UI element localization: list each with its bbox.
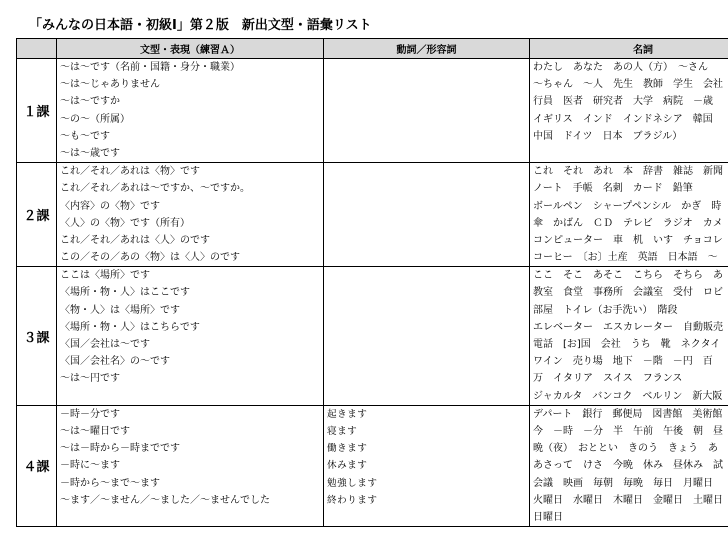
verb-item: 終わります	[327, 494, 378, 506]
noun-line: 電話 [お]国 会社 うち 靴 ネクタイ	[533, 339, 721, 350]
grammar-item: これ／それ／あれは〈人〉のです	[60, 234, 210, 246]
grammar-item: これ／それ／あれは～ですか、～ですか。	[60, 183, 250, 195]
grammar-item: ～は～曜日です	[60, 425, 130, 437]
grammar-item: －時に～ます	[60, 460, 120, 472]
noun-line: ～ちゃん ～人 先生 教師 学生 会社	[533, 79, 723, 91]
nouns-cell	[530, 267, 728, 406]
grammar-header: 文型・表現（練習Ａ）	[57, 39, 324, 59]
noun-line: 部屋 トイレ（お手洗い） 階段	[533, 304, 678, 316]
grammar-item: ～ます／～ません／～ました／～ませんでした	[60, 494, 270, 506]
grammar-item: ～は～じゃありません	[60, 79, 160, 91]
grammar-item: ～は～です（名前・国籍・身分・職業）	[60, 62, 240, 73]
noun-line: わたし あなた あの人（方） ～さん	[533, 62, 708, 73]
verbs-header: 動詞／形容詞	[324, 39, 530, 59]
grammar-item: 〈人〉の〈物〉です（所有）	[60, 217, 190, 229]
grammar-item: ～も～です	[60, 130, 110, 142]
lesson-label: ４課	[17, 405, 57, 526]
lesson-row	[17, 163, 728, 267]
noun-line: コンピューター 車 机 いす チョコレ	[533, 234, 723, 246]
noun-line: 会議 映画 毎朝 毎晩 毎日 月曜日	[533, 477, 713, 489]
lesson-row	[17, 59, 728, 163]
grammar-item: 〈場所・物・人〉はこちらです	[60, 321, 200, 333]
grammar-item: ～の～（所属）	[60, 113, 130, 125]
verb-item: 起きます	[327, 408, 368, 420]
grammar-cell	[57, 59, 324, 163]
noun-line: 中国 ドイツ 日本 ブラジル）	[533, 130, 683, 142]
verb-item: 休みます	[327, 460, 368, 472]
grammar-item: ～は～歳です	[60, 147, 120, 159]
noun-line: エレベーター エスカレーター 自動販売	[533, 321, 723, 333]
grammar-item: この／その／あの〈物〉は〈人〉のです	[60, 252, 240, 264]
verb-item: 勉強します	[327, 477, 378, 489]
grammar-item: 〈場所・物・人〉はここです	[60, 287, 190, 299]
noun-line: あさって けさ 今晩 休み 昼休み 試	[533, 460, 723, 472]
grammar-item: ～は～円です	[60, 373, 120, 385]
grammar-item: 〈物・人〉は〈場所〉です	[60, 304, 180, 316]
grammar-item: －時から～まで～ます	[60, 477, 160, 489]
grammar-item: 〈国／会社は～です	[60, 339, 150, 350]
noun-line: ここ そこ あそこ こちら そちら あ	[533, 270, 723, 282]
noun-line: 傘 かばん ＣＤ テレビ ラジオ カメ	[533, 217, 723, 229]
verbs-cell	[324, 163, 530, 267]
noun-line: イギリス インド インドネシア 韓国	[533, 113, 713, 125]
grammar-item: ～は～ですか	[60, 96, 120, 108]
vocab-table	[16, 38, 728, 527]
noun-line: コーヒー 〔お〕土産 英語 日本語 ～	[533, 252, 718, 264]
grammar-item: ここは〈場所〉です	[60, 270, 150, 282]
noun-line: 今 －時 －分 半 午前 午後 朝 昼	[533, 425, 723, 437]
verbs-cell	[324, 59, 530, 163]
nouns-cell	[530, 59, 728, 163]
lesson-label: １課	[17, 59, 57, 163]
grammar-item: 〈内容〉の〈物〉です	[60, 200, 160, 212]
noun-line: これ それ あれ 本 辞書 雑誌 新聞	[533, 166, 723, 178]
verbs-cell	[324, 405, 530, 526]
grammar-cell	[57, 405, 324, 526]
nouns-header: 名詞	[530, 39, 728, 59]
header-row	[17, 39, 728, 59]
nouns-cell	[530, 405, 728, 526]
noun-line: 万 イタリア スイス フランス	[533, 373, 683, 385]
noun-line: 晩（夜） おととい きのう きょう あ	[533, 443, 718, 455]
grammar-cell	[57, 267, 324, 406]
noun-line: ノート 手帳 名刺 カード 鉛筆	[533, 183, 693, 195]
noun-line: デパート 銀行 郵便局 図書館 美術館	[533, 408, 723, 420]
page-title: 「みんなの日本語・初級Ⅰ」第２版 新出文型・語彙リスト	[29, 18, 372, 33]
verbs-cell	[324, 267, 530, 406]
grammar-item: これ／それ／あれは〈物〉です	[60, 166, 200, 178]
nouns-cell	[530, 163, 728, 267]
lesson-header	[17, 39, 57, 59]
noun-line: 火曜日 水曜日 木曜日 金曜日 土曜日	[533, 494, 723, 506]
lesson-row	[17, 267, 728, 406]
grammar-item: ～は－時から－時までです	[60, 443, 180, 455]
noun-line: 教室 食堂 事務所 会議室 受付 ロビ	[533, 287, 723, 299]
noun-line: 日曜日	[533, 511, 563, 523]
verb-item: 働きます	[327, 443, 368, 455]
noun-line: ワイン 売り場 地下 －階 －円 百	[533, 356, 713, 368]
lesson-label: ２課	[17, 163, 57, 267]
verb-item: 寝ます	[327, 425, 358, 437]
lesson-row	[17, 405, 728, 526]
lesson-label: ３課	[17, 267, 57, 406]
grammar-item: －時－分です	[60, 408, 120, 420]
noun-line: 行員 医者 研究者 大学 病院 －歳	[533, 96, 713, 108]
noun-line: ボールペン シャープペンシル かぎ 時	[533, 200, 722, 212]
grammar-cell	[57, 163, 324, 267]
grammar-item: 〈国／会社名〉の～です	[60, 356, 170, 368]
noun-line: ジャカルタ バンコク ベルリン 新大阪	[533, 390, 723, 402]
